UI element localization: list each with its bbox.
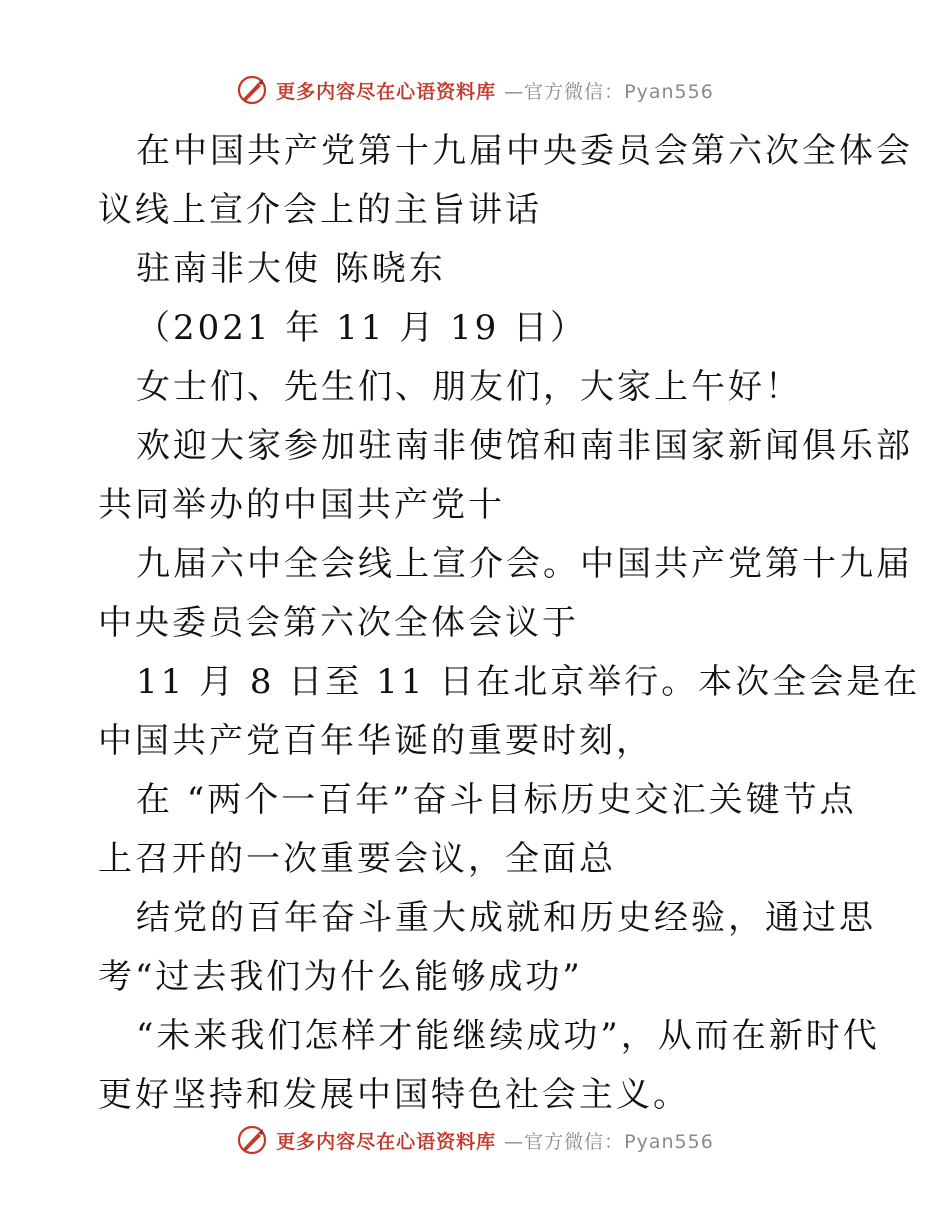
text-line: 结党的百年奋斗重大成就和历史经验，通过思 [136,898,876,938]
watermark-red-text: 更多内容尽在心语资料库 [276,1130,497,1153]
header-watermark [0,70,950,110]
watermark-grey-text: —官方微信：Pyan556 [504,1130,714,1153]
text-line: 共同举办的中国共产党十 [98,485,505,525]
document-body [98,122,921,1125]
text-line: 女士们、先生们、朋友们，大家上午好！ [136,367,802,407]
text-line: 上召开的一次重要会议，全面总 [98,839,616,879]
text-line: 中央委员会第六次全体会议于 [98,603,579,643]
watermark-grey-text: —官方微信：Pyan556 [504,80,714,103]
quill-logo-icon [236,74,268,106]
text-line: 欢迎大家参加驻南非使馆和南非国家新闻俱乐部 [136,426,913,466]
text-line: 11 月 8 日至 11 日在北京举行。本次全会是在 [136,662,921,702]
text-line: （2021 年 11 月 19 日） [136,308,588,348]
text-line: 驻南非大使 陈晓东 [136,249,446,289]
text-line: 议线上宣介会上的主旨讲话 [98,190,542,230]
footer-watermark [0,1120,950,1160]
text-line: 中国共产党百年华诞的重要时刻， [98,721,653,761]
text-line: “未来我们怎样才能继续成功”，从而在新时代 [136,1016,880,1056]
text-line: 更好坚持和发展中国特色社会主义。 [98,1075,690,1115]
watermark-red-text: 更多内容尽在心语资料库 [276,80,497,103]
text-line: 九届六中全会线上宣介会。中国共产党第十九届 [136,544,913,584]
text-line: 在 “两个一百年”奋斗目标历史交汇关键节点 [136,780,857,820]
quill-logo-icon [236,1124,268,1156]
text-line: 在中国共产党第十九届中央委员会第六次全体会 [136,131,913,171]
text-line: 考“过去我们为什么能够成功” [98,957,583,997]
